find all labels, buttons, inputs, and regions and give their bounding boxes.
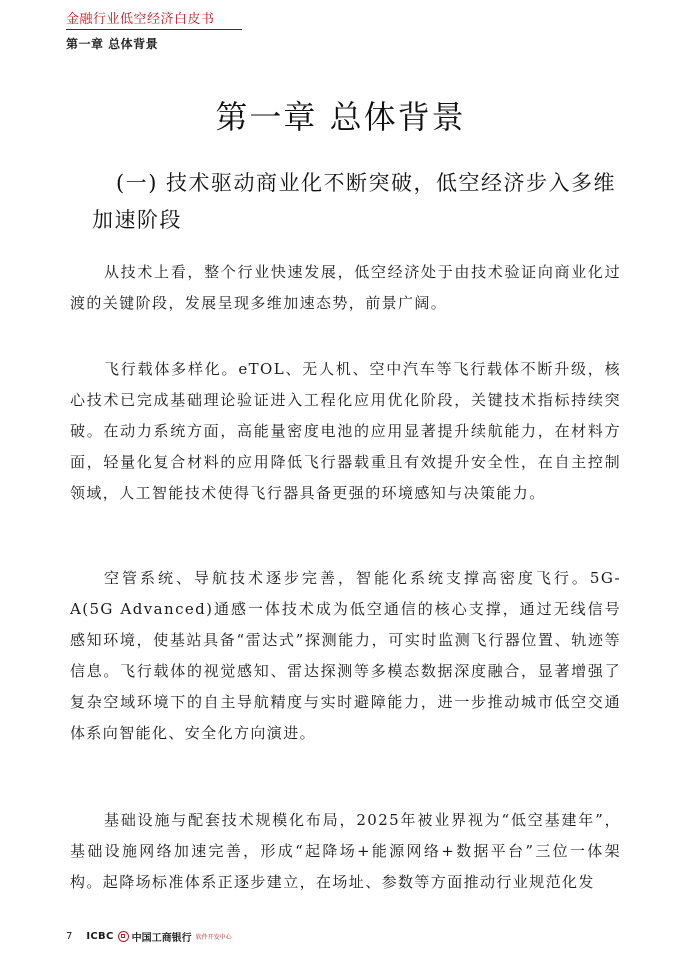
page-number: 7 bbox=[66, 930, 73, 942]
brand-wordmark: ICBC bbox=[86, 930, 114, 942]
chapter-title: 第一章 总体背景 bbox=[215, 98, 466, 136]
header-title: 金融行业低空经济白皮书 bbox=[66, 12, 215, 27]
department-name: 软件开发中心 bbox=[195, 933, 232, 941]
bank-name: 中国工商银行 bbox=[131, 932, 192, 944]
section-title: (一) 技术驱动商业化不断突破，低空经济步入多维加速阶段 bbox=[92, 171, 617, 232]
icbc-logo-icon bbox=[118, 931, 129, 942]
header-divider bbox=[66, 29, 242, 30]
paragraph-air-traffic-navigation: 空管系统、导航技术逐步完善，智能化系统支撑高密度飞行。5G-A(5G Advanced)通感一体技术成为低空通信的核心支撑，通过无线信号感知环境，使基站具备“雷达式”探测能力，可实时监测飞行器位置、轨迹等信息。飞行载体的视觉感知、雷达探测等多模态数据深度融合，显著增强了复杂空域环境下的自主导航精度与实时避障能力，进一步推动城市低空交通体系向智能化、安全化方向演进。 bbox=[70, 569, 621, 742]
page-footer bbox=[66, 928, 232, 944]
paragraph-flight-vehicles: 飞行载体多样化。eTOL、无人机、空中汽车等飞行载体不断升级，核心技术已完成基础理论验证进入工程化应用优化阶段，关键技术指标持续突破。在动力系统方面，高能量密度电池的应用显著提升续航能力，在材料方面，轻量化复合材料的应用降低飞行器载重且有效提升安全性，在自主控制领域，人工智能技术使得飞行器具备更强的环境感知与决策能力。 bbox=[70, 360, 621, 502]
paragraph-intro: 从技术上看，整个行业快速发展，低空经济处于由技术验证向商业化过渡的关键阶段，发展呈现多维加速态势，前景广阔。 bbox=[70, 263, 621, 312]
paragraph-infrastructure: 基础设施与配套技术规模化布局，2025年被业界视为“低空基建年”，基础设施网络加速完善，形成“起降场+能源网络+数据平台”三位一体架构。起降场标准体系正逐步建立，在场址、参数等方面推动行业规范化发 bbox=[70, 811, 621, 891]
header-chapter-label: 第一章 总体背景 bbox=[66, 37, 159, 51]
